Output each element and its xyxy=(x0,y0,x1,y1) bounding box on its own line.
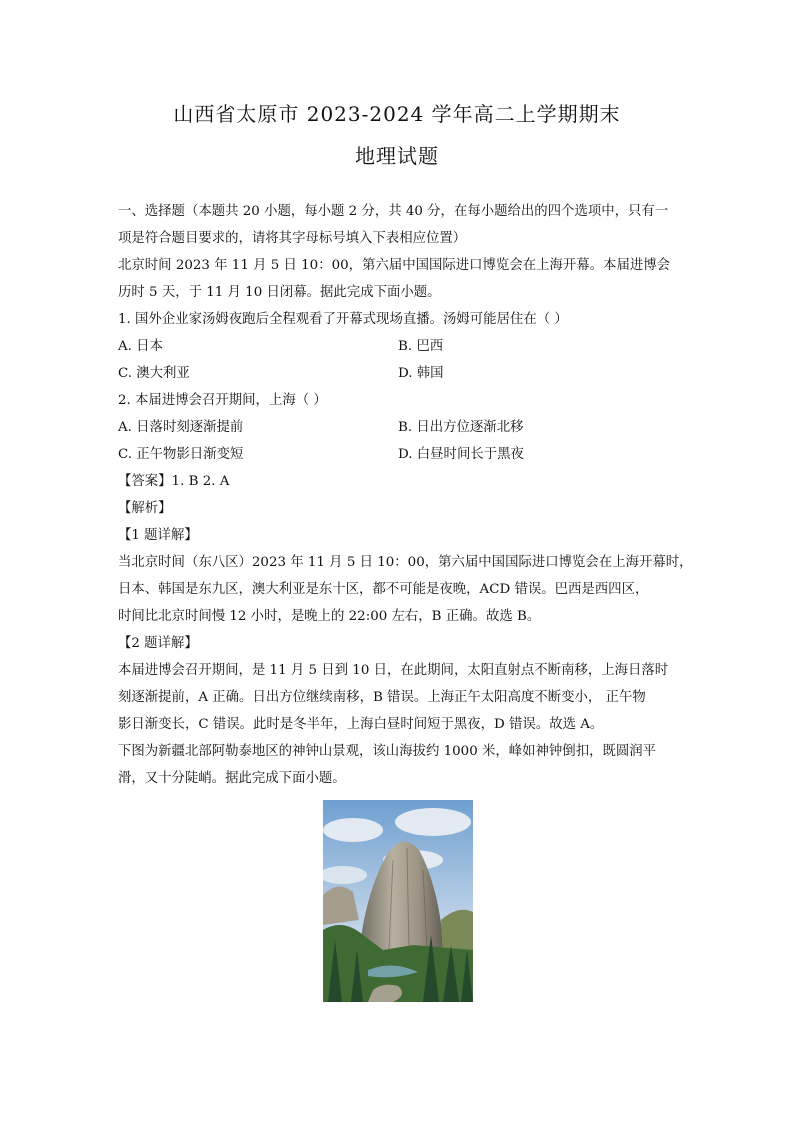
intro-paragraph-cont: 历时 5 天，于 11 月 10 日闭幕。据此完成下面小题。 xyxy=(118,285,441,300)
detail-2-line: 影日渐变长，C 错误。此时是冬半年，上海白昼时间短于黑夜，D 错误。故选 A。 xyxy=(118,717,604,732)
intro-2-line: 下图为新疆北部阿勒泰地区的神钟山景观，该山海拔约 1000 米，峰如神钟倒扣，既圆润平 xyxy=(118,744,657,759)
detail-2-label: 【2 题详解】 xyxy=(118,636,198,651)
question-1-stem: 1. 国外企业家汤姆夜跑后全程观看了开幕式现场直播。汤姆可能居住在（ ） xyxy=(118,312,568,327)
detail-1-line: 时间比北京时间慢 12 小时，是晚上的 22:00 左右，B 正确。故选 B。 xyxy=(118,609,541,624)
question-2-options-row1 xyxy=(118,414,678,441)
detail-2-line: 本届进博会召开期间，是 11 月 5 日到 10 日，在此期间，太阳直射点不断南移，上海日落时 xyxy=(118,663,669,678)
section-header-cont: 项是符合题目要求的，请将其字母标号填入下表相应位置） xyxy=(118,231,467,246)
shenzhong-mountain-photo xyxy=(323,800,473,1002)
question-2-stem: 2. 本届进博会召开期间，上海（ ） xyxy=(118,393,327,408)
option-c: C. 澳大利亚 xyxy=(118,366,190,381)
answer-line: 【答案】1. B 2. A xyxy=(118,474,230,489)
option-d: D. 韩国 xyxy=(398,366,444,381)
detail-1-line: 日本、韩国是东九区，澳大利亚是东十区，都不可能是夜晚，ACD 错误。巴西是西四区， xyxy=(118,582,649,597)
detail-2-line: 刻逐渐提前，A 正确。日出方位继续南移，B 错误。上海正午太阳高度不断变小， 正午物 xyxy=(118,690,646,705)
question-1-options-row2 xyxy=(118,360,678,387)
question-1-options-row1 xyxy=(118,333,678,360)
section-header: 一、选择题（本题共 20 小题，每小题 2 分，共 40 分，在每小题给出的四个选项中，只有一 xyxy=(118,204,669,219)
document-body xyxy=(118,198,693,1002)
intro-paragraph: 北京时间 2023 年 11 月 5 日 10：00，第六届中国国际进口博览会在上海开幕。本届进博会 xyxy=(118,258,671,273)
option-c: C. 正午物影日渐变短 xyxy=(118,447,244,462)
option-b: B. 巴西 xyxy=(398,339,444,354)
detail-1-label: 【1 题详解】 xyxy=(118,528,198,543)
question-2-options-row2 xyxy=(118,441,678,468)
option-b: B. 日出方位逐渐北移 xyxy=(398,420,524,435)
figure-container xyxy=(118,800,678,1002)
page-subtitle: 地理试题 xyxy=(355,144,439,168)
detail-1-line: 当北京时间（东八区）2023 年 11 月 5 日 10：00，第六届中国国际进口博览会在上海开幕时， xyxy=(118,555,693,570)
option-d: D. 白昼时间长于黑夜 xyxy=(398,447,524,462)
option-a: A. 日落时刻逐渐提前 xyxy=(118,420,244,435)
analysis-label: 【解析】 xyxy=(118,501,172,516)
intro-2-line: 滑，又十分陡峭。据此完成下面小题。 xyxy=(118,771,346,786)
option-a: A. 日本 xyxy=(118,339,163,354)
page-title: 山西省太原市 2023-2024 学年高二上学期期末 xyxy=(173,102,621,126)
